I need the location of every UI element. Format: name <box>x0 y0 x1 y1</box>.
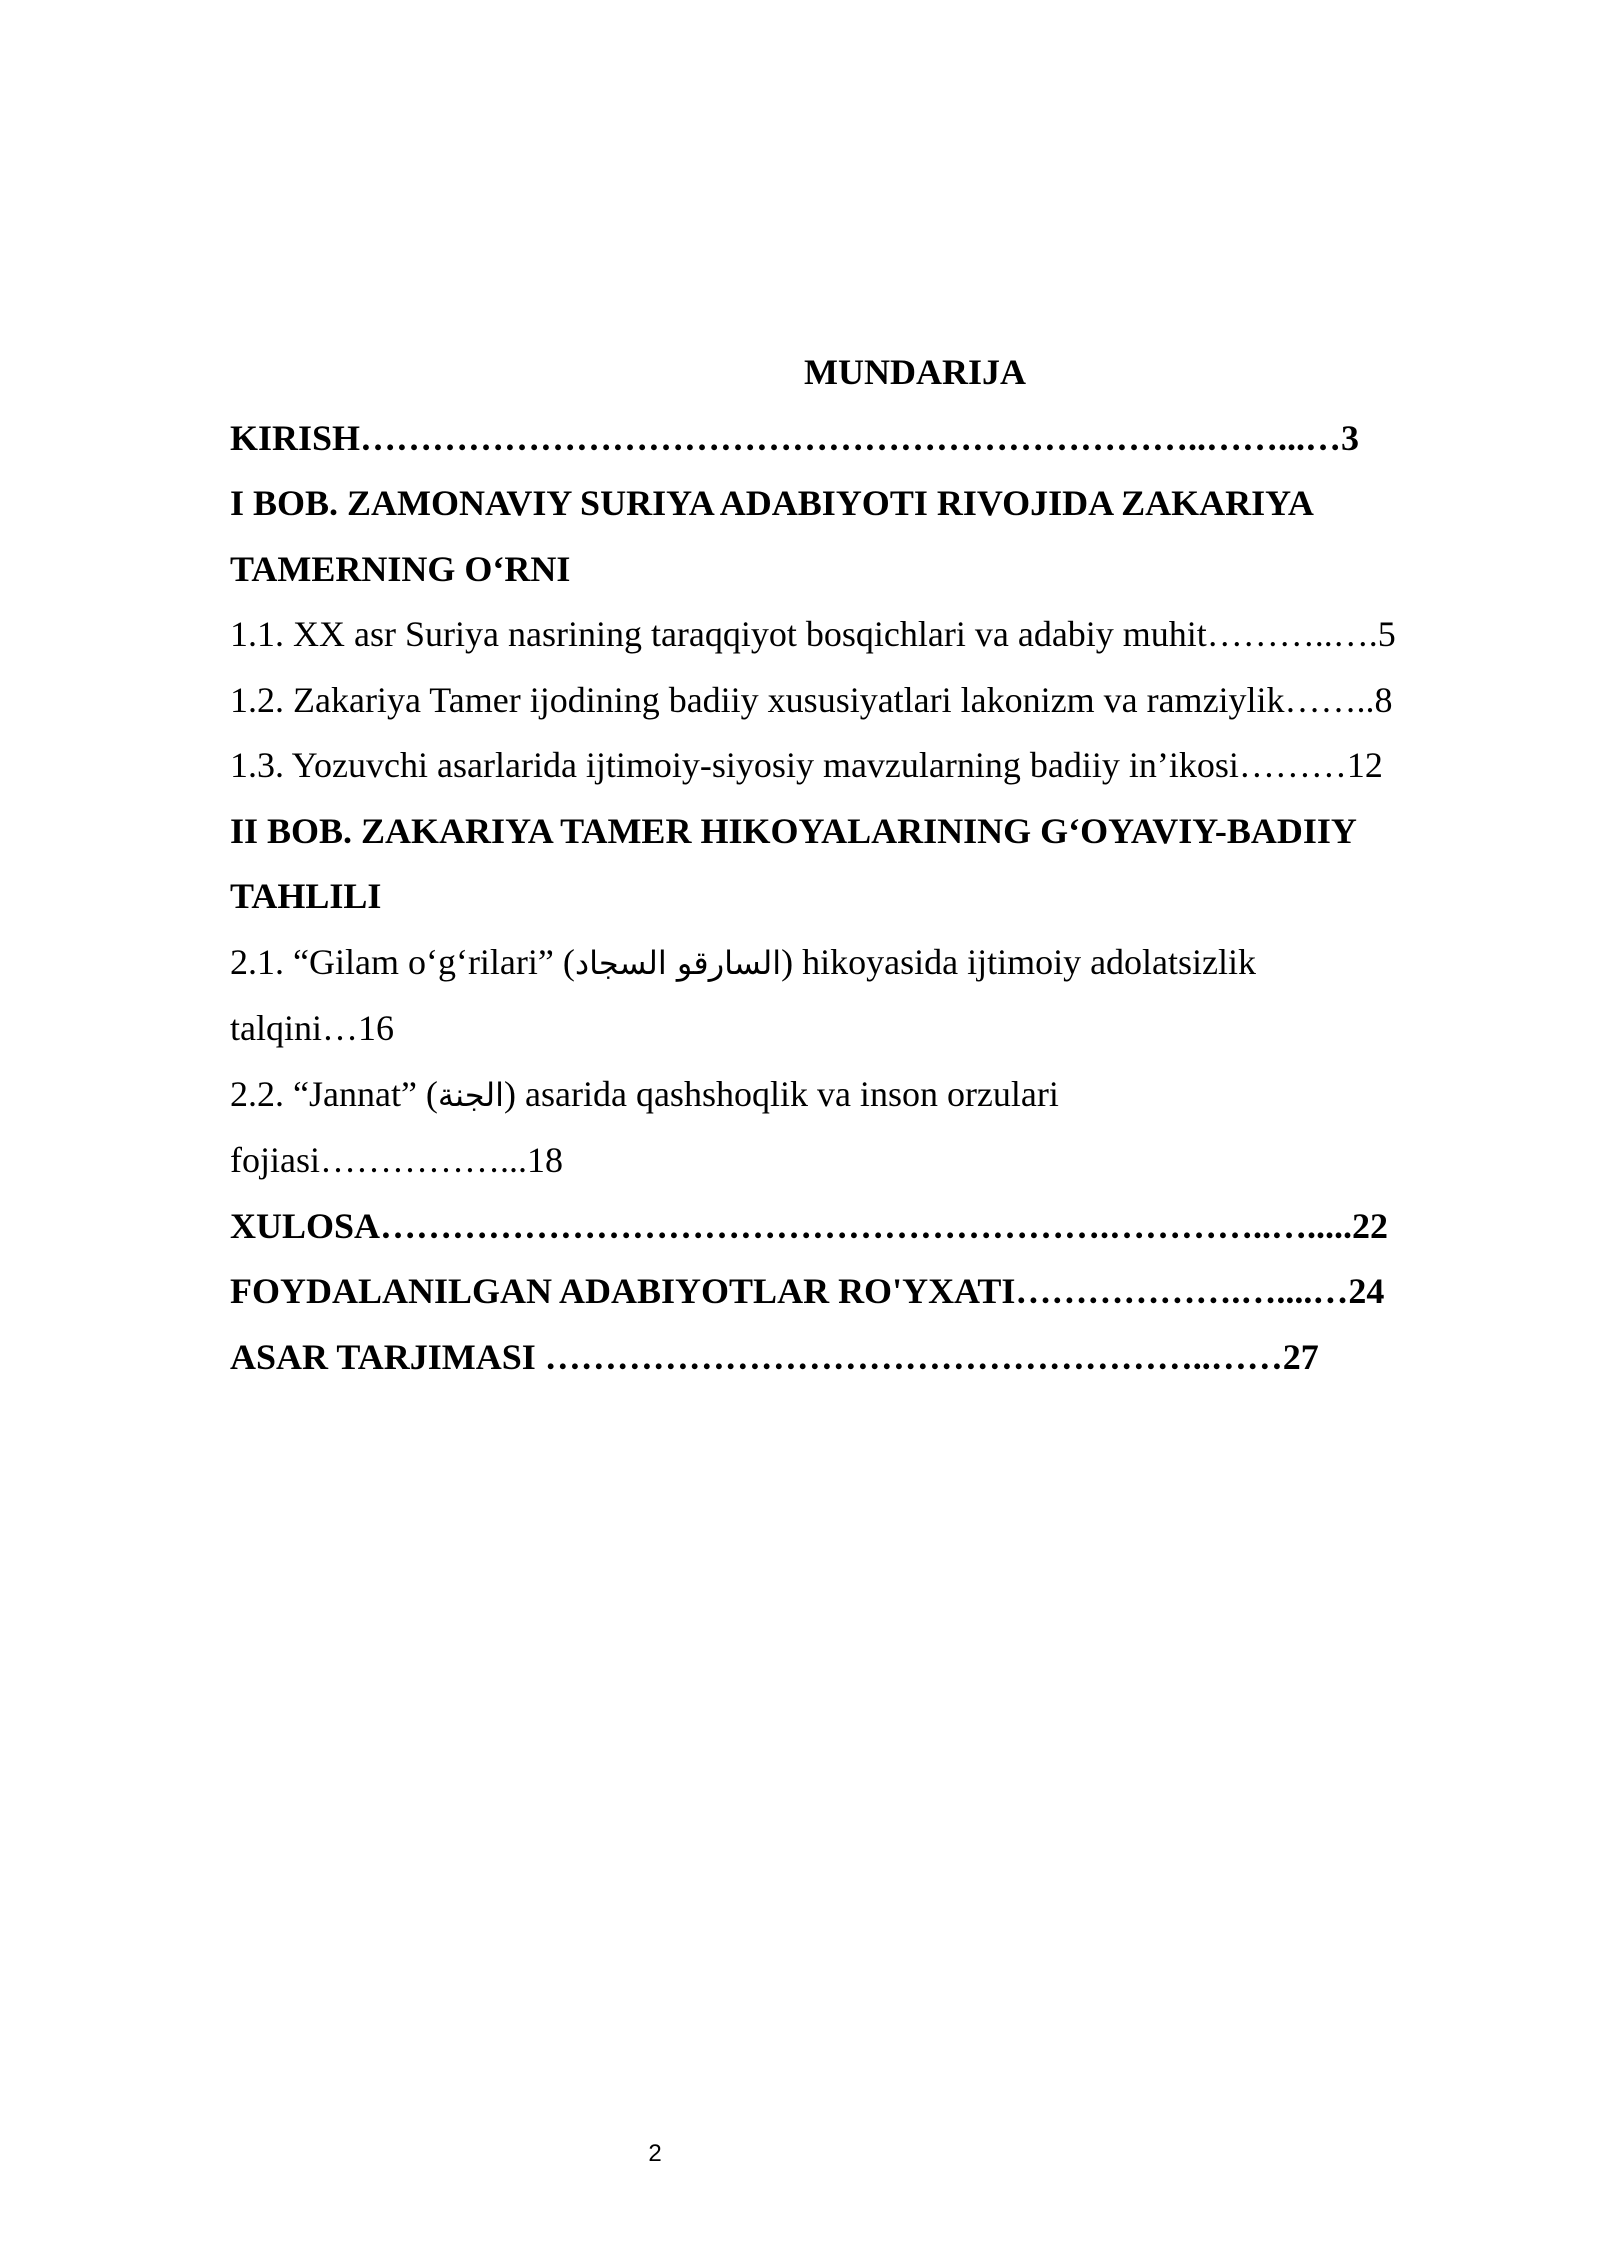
toc-entry-2-1-after: ) hikoyasida ijtimoiy adolatsizlik <box>781 941 1257 982</box>
toc-entry-2-1-before: 2.1. “Gilam o‘g‘rilari” ( <box>230 941 575 982</box>
toc-entry-1-3: 1.3. Yozuvchi asarlarida ijtimoiy-siyosiy mavzularning badiiy in’ikosi………12 <box>230 745 1383 785</box>
toc-entry-2-2-before: 2.2. “Jannat” ( <box>230 1073 438 1114</box>
toc-entry-2-2-arabic: الجنة <box>437 1075 505 1114</box>
toc-entry-chapter-1-line-1: I BOB. ZAMONAVIY SURIYA ADABIYOTI RIVOJIDA ZAKARIYA <box>230 483 1314 523</box>
toc-entry-1-2: 1.2. Zakariya Tamer ijodining badiiy xususiyatlari lakonizm va ramziylik……..8 <box>230 679 1393 720</box>
toc-entry-chapter-1-line-2: TAMERNING O‘RNI <box>230 548 571 589</box>
toc-entry-bibliography: FOYDALANILGAN ADABIYOTLAR RO'YXATI……………….…....…24 <box>230 1271 1385 1311</box>
toc-entry-2-2-line-2: fojiasi……………...18 <box>230 1140 563 1180</box>
toc-entry-chapter-2-line-2: TAHLILI <box>230 876 382 916</box>
toc-entry-2-1-arabic: السارقو السجاد <box>574 943 782 982</box>
toc-entry-chapter-2-line-1: II BOB. ZAKARIYA TAMER HIKOYALARINING G‘OYAVIY-BADIIY <box>230 810 1357 851</box>
toc-entry-2-2-after: ) asarida qashshoqlik va inson orzulari <box>504 1073 1059 1114</box>
toc-title: MUNDARIJA <box>804 352 1026 392</box>
table-of-contents <box>230 340 1460 1390</box>
page-number: 2 <box>648 2140 662 2167</box>
toc-entry-2-1-line-1 <box>230 930 1460 997</box>
toc-entry-1-1: 1.1. XX asr Suriya nasrining taraqqiyot bosqichlari va adabiy muhit………..….5 <box>230 614 1396 654</box>
toc-entry-kirish: KIRISH……………………………………………………………..……...…3 <box>230 417 1360 458</box>
toc-entry-translation: ASAR TARJIMASI ………………………………………………..……27 <box>230 1336 1319 1377</box>
toc-entry-2-1-line-2: talqini…16 <box>230 1008 394 1048</box>
toc-entry-2-2-line-1 <box>230 1062 1460 1129</box>
toc-entry-xulosa: XULOSA…………………………………………………….…………..….....22 <box>230 1205 1389 1246</box>
